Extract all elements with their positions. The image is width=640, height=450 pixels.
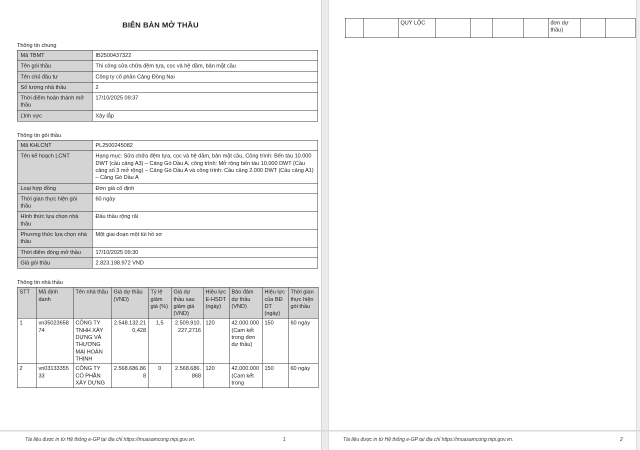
bidder-cell <box>470 18 492 38</box>
package-info-table <box>17 140 318 269</box>
info-value-cell: Thi công sửa chữa đệm tựa, cọc và hệ dầm, bản mặt cầu <box>92 61 318 72</box>
column-header: Thời gian thực hiện gói thầu <box>288 287 318 318</box>
bidder-cell: 120 <box>203 318 229 363</box>
table-row <box>17 72 318 83</box>
bidder-cell: 60 ngày <box>288 318 318 363</box>
table-row <box>17 82 318 93</box>
table-row <box>17 111 318 122</box>
bidder-cell: 2.548.132.210,428 <box>111 318 148 363</box>
bidder-row <box>17 318 318 363</box>
bidder-cell <box>523 18 548 38</box>
table-row <box>17 50 318 61</box>
column-header: Hiệu lực E-HSDT (ngày) <box>203 287 229 318</box>
doc-title: BIÊN BẢN MỞ THẦU <box>122 21 199 30</box>
column-header: Bảo đảm dự thầu (VND) <box>229 287 262 318</box>
info-key-cell: Hình thức lựa chọn nhà thầu <box>17 211 92 229</box>
section-label-general-info: Thông tin chung <box>17 42 57 49</box>
table-row <box>17 194 318 212</box>
table-row <box>17 229 318 247</box>
bidder-cell: 1,5 <box>148 318 171 363</box>
bidder-cell: vn0313335533 <box>36 364 73 388</box>
column-header: Tên nhà thầu <box>73 287 111 318</box>
bidder-cell <box>605 18 635 38</box>
table-row <box>17 61 318 72</box>
bidder-cell: 60 ngày <box>288 364 318 388</box>
info-key-cell: Giá gói thầu <box>17 258 92 269</box>
info-value-cell: 2 <box>92 82 318 93</box>
info-key-cell: Số lượng nhà thầu <box>17 82 92 93</box>
info-value-cell: IB2500437322 <box>92 50 318 61</box>
footer-source-text: Tài liệu được in từ Hệ thống e-GP tại địa chỉ https://muasamcong.mpi.gov.vn. <box>25 437 196 443</box>
info-key-cell: Tên gói thầu <box>17 61 92 72</box>
bidder-cell: CÔNG TY TNHH XÂY DỰNG VÀ THƯƠNG MẠI HOÀN THỊNH <box>73 318 111 363</box>
bidders-table-continuation <box>345 18 636 38</box>
info-value-cell: Đơn giá cố định <box>92 183 318 194</box>
bidder-cell: 2.509.910.227,2716 <box>171 318 203 363</box>
bidder-overflow-row <box>345 18 635 38</box>
bidder-cell: đơn dự thầu) <box>548 18 580 38</box>
table-row <box>17 211 318 229</box>
right-page-edge <box>636 0 640 450</box>
bidder-cell: 120 <box>203 364 229 388</box>
page-number: 1 <box>283 437 286 443</box>
column-header: STT <box>17 287 36 318</box>
info-value-cell: Hạng mục: Sửa chữa đệm tựa, cọc và hệ dầm, bản mặt cầu, Công trình: Bến tàu 10.000 DWT (cầu cảng A3) – Cảng Gò Dầu A, công trình: Mở rộng bến tàu 10.000 DWT (Cầu cảng số 3 mở rộng) – Cảng Gò Dầu A và công trình: Cầu cảng 2.000 DWT (Cầu cảng A1) – Cảng Gò Dầu A <box>92 151 318 183</box>
page-number: 2 <box>620 437 623 443</box>
horizontal-page-seam <box>0 430 640 432</box>
info-key-cell: Tên kế hoạch LCNT <box>17 151 92 183</box>
info-value-cell: 2.823.198.972 VND <box>92 258 318 269</box>
info-key-cell: Thời gian thực hiện gói thầu <box>17 194 92 212</box>
bidder-cell: 2.568.686.868 <box>111 364 148 388</box>
info-value-cell: Đấu thầu rộng rãi <box>92 211 318 229</box>
bidder-cell: 1 <box>17 318 36 363</box>
bidder-cell: 42.000.000 (Cam kết trong đơn dự thầu) <box>229 318 262 363</box>
bidder-cell <box>580 18 605 38</box>
info-key-cell: Mã TBMT <box>17 50 92 61</box>
info-key-cell: Lĩnh vực <box>17 111 92 122</box>
section-label-package-info: Thông tin gói thầu <box>17 132 62 139</box>
info-key-cell: Thời điểm hoàn thành mở thầu <box>17 93 92 111</box>
page-gap-divider <box>321 0 329 450</box>
column-header: Giá dự thầu (VND) <box>111 287 148 318</box>
bidder-cell: 150 <box>262 364 288 388</box>
info-value-cell: PL2500245082 <box>92 140 318 151</box>
bidder-row <box>17 364 318 388</box>
info-value-cell: 17/10/2025 09:30 <box>92 247 318 258</box>
bidder-cell <box>345 18 363 38</box>
page-2 <box>329 0 636 450</box>
general-info-table <box>17 50 318 122</box>
info-value-cell: 17/10/2025 09:37 <box>92 93 318 111</box>
bidder-cell: 42.000.000 (Cam kết trong <box>229 364 262 388</box>
table-row <box>17 247 318 258</box>
info-value-cell: 60 ngày <box>92 194 318 212</box>
bidder-cell <box>363 18 398 38</box>
info-key-cell: Mã KHLCNT <box>17 140 92 151</box>
table-row <box>17 93 318 111</box>
bidder-cell: 0 <box>148 364 171 388</box>
bidders-table <box>17 287 319 388</box>
info-key-cell: Tên chủ đầu tư <box>17 72 92 83</box>
table-row <box>17 183 318 194</box>
table-row <box>17 258 318 269</box>
column-header: Tỷ lệ giảm giá (%) <box>148 287 171 318</box>
table-row <box>17 151 318 183</box>
footer-source-text: Tài liệu được in từ Hệ thống e-GP tại địa chỉ https://muasamcong.mpi.gov.vn. <box>343 437 514 443</box>
info-key-cell: Phương thức lựa chọn nhà thầu <box>17 229 92 247</box>
bidder-cell: CÔNG TY CỔ PHẦN XÂY DỰNG <box>73 364 111 388</box>
info-value-cell: Một giai đoạn một túi hồ sơ <box>92 229 318 247</box>
bidder-cell <box>435 18 470 38</box>
bidder-cell: 150 <box>262 318 288 363</box>
bidders-header-row <box>17 287 318 318</box>
bidder-cell: vn3502365874 <box>36 318 73 363</box>
column-header: Mã định danh <box>36 287 73 318</box>
bidder-cell: 2.568.686.868 <box>171 364 203 388</box>
info-value-cell: Xây lắp <box>92 111 318 122</box>
bidder-cell: QUÝ LỘC <box>398 18 435 38</box>
section-label-bidders: Thông tin nhà thầu <box>17 279 63 286</box>
info-key-cell: Thời điểm đóng mở thầu <box>17 247 92 258</box>
info-value-cell: Công ty cổ phần Cảng Đồng Nai <box>92 72 318 83</box>
table-row <box>17 140 318 151</box>
info-key-cell: Loại hợp đồng <box>17 183 92 194</box>
bidder-cell <box>492 18 523 38</box>
column-header: Giá dự thầu sau giảm giá (VND) <box>171 287 203 318</box>
column-header: Hiệu lực của BĐ DT (ngày) <box>262 287 288 318</box>
bidder-cell: 2 <box>17 364 36 388</box>
